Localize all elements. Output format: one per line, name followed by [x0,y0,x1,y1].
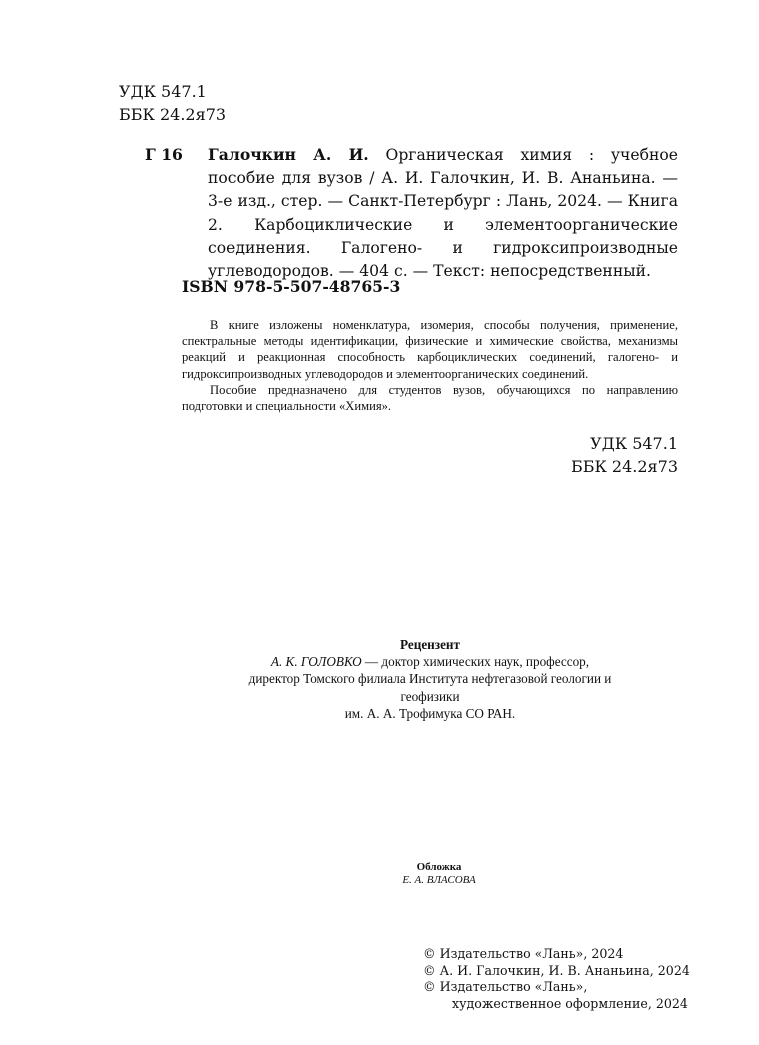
reviewer-name: А. К. ГОЛОВКО [270,654,362,670]
copyright-line: художественное оформление, 2024 [452,995,688,1011]
copyright-line: © А. И. Галочкин, И. В. Ананьина, 2024 [423,962,690,978]
reviewer-line: директор Томского филиала Института нефтегазовой геологии и [248,671,612,687]
copyright-line: © Издательство «Лань», 2024 [423,946,624,961]
bbk-code: ББК 24.2я73 [570,457,678,476]
annotation-paragraph: Пособие предназначено для студентов вузов, обучающихся по направлению подготовки и специальности «Химия». [182,382,678,414]
cover-designer-name: Е. А. ВЛАСОВА [402,874,476,886]
cover-designer-block [349,861,529,887]
reviewer-title: Рецензент [399,637,460,652]
udk-bottom-block [560,432,678,478]
copyright-line: © Издательство «Лань», [423,979,588,995]
udk-code: УДК 547.1 [119,82,207,101]
cover-title: Обложка [416,861,462,873]
reviewer-line: А. К. ГОЛОВКО — доктор химических наук, профессор, [270,654,590,670]
isbn: ISBN 978-5-507-48765-3 [182,277,401,296]
reviewer-line: геофизики [400,688,460,704]
reviewer-block [180,636,680,722]
annotation-paragraph: В книге изложены номенклатура, изомерия, способы получения, применение, спектральные методы идентификации, физические и химические свойства, механизмы реакций и реакционная способность карбоциклических соединений, галогено- и гидроксипроизводных углеводородов и элементоорганических соединений. [182,318,678,381]
reviewer-line: им. А. А. Трофимука СО РАН. [344,705,516,721]
description-text: Органическая химия : учебное пособие для вузов / А. И. Галочкин, И. В. Ананьина. — 3-е изд., стер. — Санкт-Петербург : Лань, 2024. — Книга 2. Карбоциклические и элементоорганические соединения. Галогено- и гидроксипроизводные углеводородов. — 404 с. — Текст: непосредственный. [208,146,678,281]
bibliographic-description [208,143,678,283]
annotation [182,317,678,414]
bbk-code: ББК 24.2я73 [119,105,227,124]
author-name: Галочкин А. И. [208,145,369,164]
udk-top-block [119,80,226,126]
udk-code: УДК 547.1 [590,434,678,453]
bibliographic-entry [145,143,678,283]
author-mark: Г 16 [145,145,183,164]
copyright-block [423,946,690,1012]
